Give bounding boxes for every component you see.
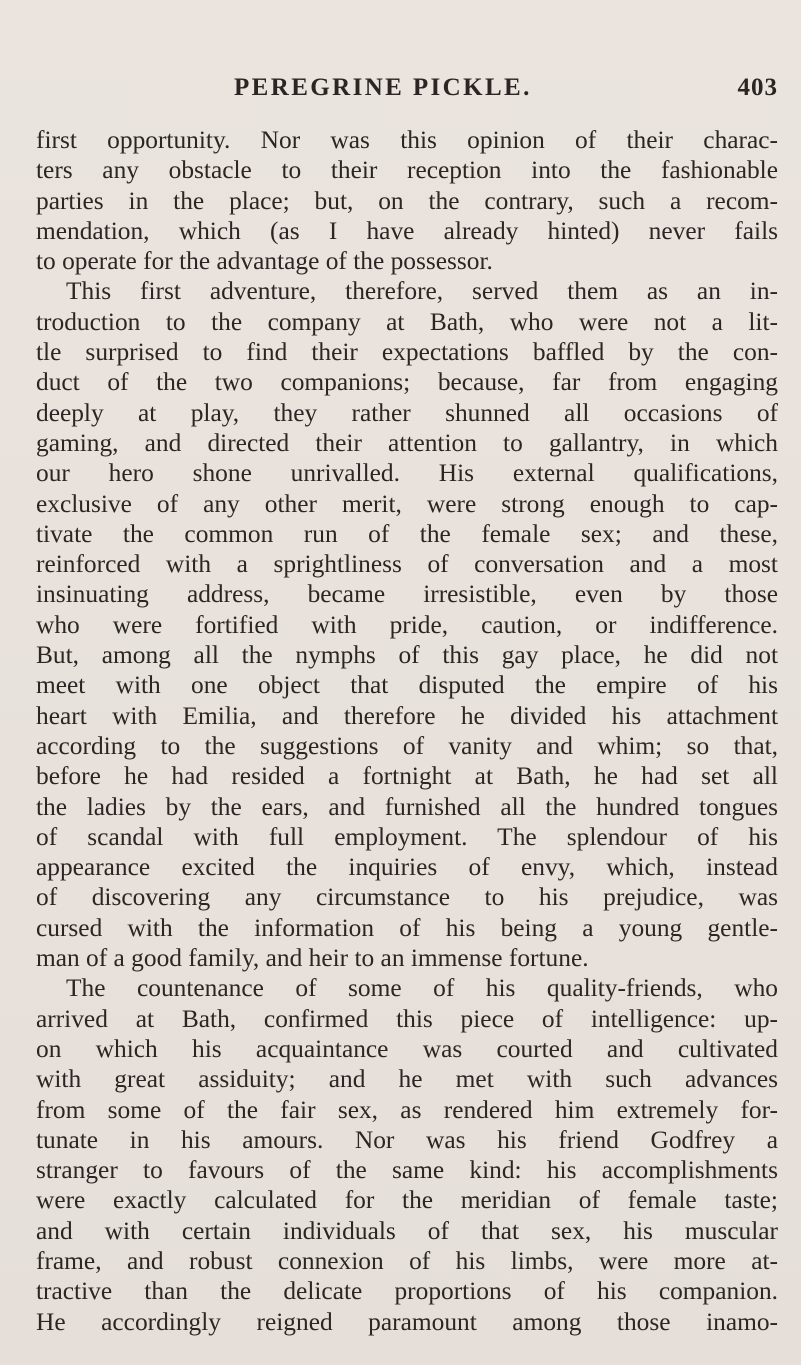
text-line: heart with Emilia, and therefore he divided his attachment bbox=[36, 701, 778, 730]
text-line: The countenance of some of his quality-friends, who bbox=[66, 974, 778, 1003]
text-line: from some of the fair sex, as rendered him extremely for- bbox=[36, 1095, 778, 1124]
text-line: This first adventure, therefore, served them as an in- bbox=[66, 277, 778, 306]
text-line: who were fortified with pride, caution, or indifference. bbox=[36, 610, 778, 639]
text-line: tractive than the delicate proportions of his companion. bbox=[36, 1277, 778, 1306]
text-line: exclusive of any other merit, were strong enough to cap- bbox=[36, 489, 778, 518]
text-line: deeply at play, they rather shunned all occasions of bbox=[36, 398, 778, 427]
text-line: duct of the two companions; because, far from engaging bbox=[36, 368, 778, 397]
text-line: frame, and robust connexion of his limbs, were more at- bbox=[36, 1246, 778, 1275]
text-line: before he had resided a fortnight at Bath, he had set all bbox=[36, 762, 778, 791]
text-line: insinuating address, became irresistible, even by those bbox=[36, 580, 778, 609]
running-header bbox=[36, 74, 778, 108]
text-line: to operate for the advantage of the possessor. bbox=[36, 247, 493, 276]
text-line: tunate in his amours. Nor was his friend Godfrey a bbox=[36, 1125, 778, 1154]
text-line: parties in the place; but, on the contrary, such a recom- bbox=[36, 186, 778, 215]
running-title: PEREGRINE PICKLE. bbox=[234, 74, 532, 101]
text-line: He accordingly reigned paramount among those inamo- bbox=[36, 1307, 778, 1336]
text-line: of scandal with full employment. The splendour of his bbox=[36, 822, 778, 851]
text-line: and with certain individuals of that sex, his muscular bbox=[36, 1216, 778, 1245]
text-line: of discovering any circumstance to his prejudice, was bbox=[36, 883, 778, 912]
page-number: 403 bbox=[737, 74, 778, 101]
text-line: reinforced with a sprightliness of conversation and a most bbox=[36, 550, 778, 579]
text-line: were exactly calculated for the meridian of female taste; bbox=[36, 1186, 778, 1215]
text-line: arrived at Bath, confirmed this piece of intelligence: up- bbox=[36, 1004, 778, 1033]
text-line: cursed with the information of his being a young gentle- bbox=[36, 913, 778, 942]
text-line: appearance excited the inquiries of envy, which, instead bbox=[36, 853, 778, 882]
text-line: ters any obstacle to their reception into the fashionable bbox=[36, 156, 778, 185]
text-line: But, among all the nymphs of this gay place, he did not bbox=[36, 641, 778, 670]
text-line: tle surprised to find their expectations baffled by the con- bbox=[36, 338, 778, 367]
text-line: mendation, which (as I have already hinted) never fails bbox=[36, 216, 778, 245]
text-line: tivate the common run of the female sex; and these, bbox=[36, 519, 778, 548]
text-line: troduction to the company at Bath, who were not a lit- bbox=[36, 307, 778, 336]
text-line: with great assiduity; and he met with such advances bbox=[36, 1065, 778, 1094]
text-line: our hero shone unrivalled. His external qualifications, bbox=[36, 459, 778, 488]
text-line: meet with one object that disputed the empire of his bbox=[36, 671, 778, 700]
text-line: according to the suggestions of vanity and whim; so that, bbox=[36, 731, 778, 760]
text-line: first opportunity. Nor was this opinion of their charac- bbox=[36, 126, 778, 154]
text-line: on which his acquaintance was courted and cultivated bbox=[36, 1034, 778, 1063]
text-line: stranger to favours of the same kind: his accomplishments bbox=[36, 1156, 778, 1185]
text-line: the ladies by the ears, and furnished all the hundred tongues bbox=[36, 792, 778, 821]
text-line: gaming, and directed their attention to gallantry, in which bbox=[36, 428, 778, 457]
text-line: man of a good family, and heir to an immense fortune. bbox=[36, 944, 589, 973]
body-text bbox=[36, 125, 778, 1337]
